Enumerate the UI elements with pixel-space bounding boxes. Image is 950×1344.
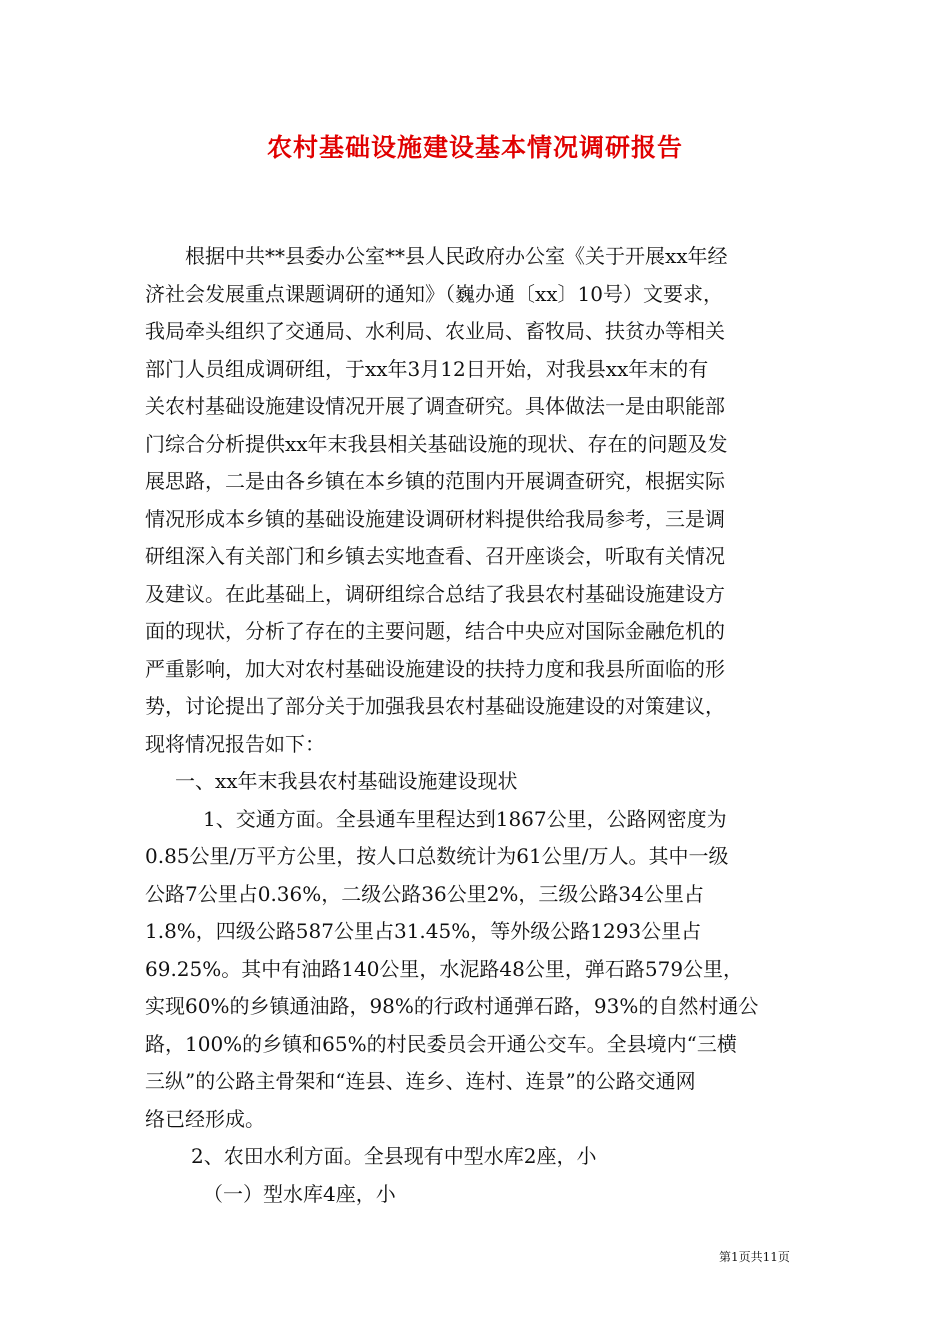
document-body <box>145 238 810 1213</box>
transport-line: 络已经形成。 <box>145 1106 265 1131</box>
transport-line: 0.85公里/万平方公里，按人口总数统计为61公里/万人。其中一级 <box>145 844 729 868</box>
intro-line: 情况形成本乡镇的基础设施建设调研材料提供给我局参考，三是调 <box>145 506 725 531</box>
section-heading: 一、xx年末我县农村基础设施建设现状 <box>175 769 518 793</box>
intro-line: 关农村基础设施建设情况开展了调查研究。具体做法一是由职能部 <box>145 394 725 418</box>
intro-line: 势，讨论提出了部分关于加强我县农村基础设施建设的对策建议， <box>145 694 725 718</box>
irrigation-line: 2、农田水利方面。全县现有中型水库2座，小 <box>191 1144 597 1168</box>
intro-line: 门综合分析提供xx年末我县相关基础设施的现状、存在的问题及发 <box>145 431 728 456</box>
intro-line: 部门人员组成调研组，于xx年3月12日开始，对我县xx年末的有 <box>145 356 709 381</box>
intro-line: 济社会发展重点课题调研的通知》（巍办通〔xx〕10号）文要求， <box>145 281 724 306</box>
intro-line: 严重影响，加大对农村基础设施建设的扶持力度和我县所面临的形 <box>145 656 725 681</box>
page-number: 第1页共11页 <box>719 1250 790 1264</box>
document-title: 农村基础设施建设基本情况调研报告 <box>266 133 683 162</box>
transport-line: 1.8%，四级公路587公里占31.45%，等外级公路1293公里占 <box>145 919 702 943</box>
intro-line: 根据中共**县委办公室**县人民政府办公室《关于开展xx年经 <box>185 244 728 268</box>
transport-line: 三纵”的公路主骨架和“连县、连乡、连村、连景”的公路交通网 <box>145 1069 696 1093</box>
sub-item-line: （一）型水库4座，小 <box>203 1181 396 1206</box>
transport-line: 1、交通方面。全县通车里程达到1867公里，公路网密度为 <box>203 806 727 831</box>
intro-line: 面的现状，分析了存在的主要问题，结合中央应对国际金融危机的 <box>145 619 725 643</box>
transport-line: 公路7公里占0.36%，二级公路36公里2%，三级公路34公里占 <box>145 881 704 906</box>
intro-line: 现将情况报告如下： <box>145 731 325 756</box>
intro-line: 研组深入有关部门和乡镇去实地查看、召开座谈会，听取有关情况 <box>145 544 725 568</box>
transport-line: 实现60%的乡镇通油路，98%的行政村通弹石路，93%的自然村通公 <box>145 994 759 1018</box>
intro-line: 及建议。在此基础上，调研组综合总结了我县农村基础设施建设方 <box>145 581 725 606</box>
transport-line: 69.25%。其中有油路140公里，水泥路48公里，弹石路579公里， <box>145 956 744 981</box>
intro-line: 我局牵头组织了交通局、水利局、农业局、畜牧局、扶贫办等相关 <box>145 319 725 343</box>
intro-line: 展思路，二是由各乡镇在本乡镇的范围内开展调查研究，根据实际 <box>145 469 725 493</box>
transport-line: 路，100%的乡镇和65%的村民委员会开通公交车。全县境内“三横 <box>145 1031 737 1056</box>
